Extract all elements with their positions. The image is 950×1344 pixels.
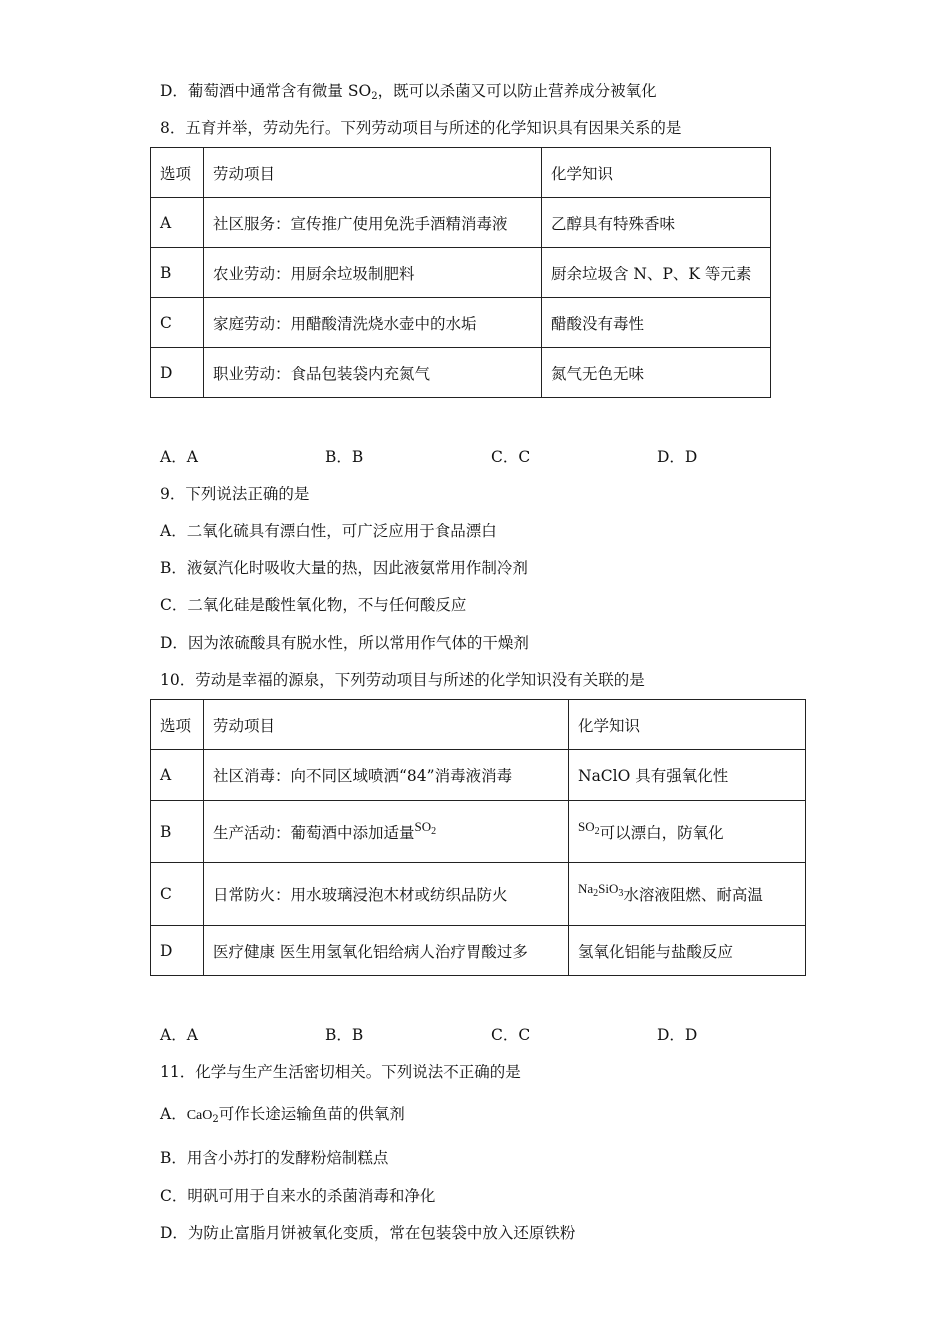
table-row — [151, 750, 806, 801]
row-key: D — [151, 926, 204, 976]
q10-option-a: A．A — [160, 1026, 198, 1044]
q11-option-c: C．明矾可用于自来水的杀菌消毒和净化 — [160, 1187, 436, 1205]
header-option: 选项 — [151, 148, 204, 198]
row-key: C — [151, 298, 204, 348]
row-knowledge: 氢氧化铝能与盐酸反应 — [569, 926, 806, 976]
q9-option-c: C．二氧化硅是酸性氧化物，不与任何酸反应 — [160, 596, 467, 614]
q8-option-c: C．C — [491, 448, 531, 466]
header-labor-item: 劳动项目 — [204, 148, 542, 198]
table-row — [151, 801, 806, 863]
row-key: B — [151, 248, 204, 298]
table-row — [151, 248, 771, 298]
row-knowledge: 醋酸没有毒性 — [542, 298, 771, 348]
q8-option-b: B．B — [325, 448, 364, 466]
q8-options — [160, 447, 820, 467]
q10-table — [150, 699, 806, 976]
row-knowledge: 厨余垃圾含 N、P、K 等元素 — [542, 248, 771, 298]
q9-option-a: A．二氧化硫具有漂白性，可广泛应用于食品漂白 — [160, 522, 497, 540]
row-item: 生产活动：葡萄酒中添加适量$^{SO_2}$ — [204, 801, 569, 863]
row-key: A — [151, 750, 204, 801]
q11-option-d: D．为防止富脂月饼被氧化变质，常在包装袋中放入还原铁粉 — [160, 1224, 576, 1242]
q10-options — [160, 1025, 820, 1045]
row-key: D — [151, 348, 204, 398]
row-knowledge: 乙醇具有特殊香味 — [542, 198, 771, 248]
q11-stem: 11．化学与生产生活密切相关。下列说法不正确的是 — [160, 1063, 521, 1081]
row-item: 社区消毒：向不同区域喷洒“84”消毒液消毒 — [204, 750, 569, 801]
header-option: 选项 — [151, 700, 204, 750]
row-item: 社区服务：宣传推广使用免洗手酒精消毒液 — [204, 198, 542, 248]
row-item: 职业劳动：食品包装袋内充氮气 — [204, 348, 542, 398]
q8-option-d: D．D — [657, 448, 698, 466]
q10-option-b: B．B — [325, 1026, 364, 1044]
row-item: 医疗健康 医生用氢氧化铝给病人治疗胃酸过多 — [204, 926, 569, 976]
header-chem-knowledge: 化学知识 — [542, 148, 771, 198]
row-key: A — [151, 198, 204, 248]
q7-option-d: D．葡萄酒中通常含有微量 $SO_2$，既可以杀菌又可以防止营养成分被氧化 — [160, 82, 657, 102]
row-item: 日常防火：用水玻璃浸泡木材或纺织品防火 — [204, 863, 569, 926]
table-header-row — [151, 700, 806, 750]
header-chem-knowledge: 化学知识 — [569, 700, 806, 750]
header-labor-item: 劳动项目 — [204, 700, 569, 750]
row-key: B — [151, 801, 204, 863]
q9-option-d: D．因为浓硫酸具有脱水性，所以常用作气体的干燥剂 — [160, 634, 529, 652]
q10-option-c: C．C — [491, 1026, 531, 1044]
q10-option-d: D．D — [657, 1026, 698, 1044]
q8-table — [150, 147, 771, 398]
table-row — [151, 348, 771, 398]
q11-option-b: B．用含小苏打的发酵粉焙制糕点 — [160, 1149, 389, 1167]
table-header-row — [151, 148, 771, 198]
q10-stem: 10．劳动是幸福的源泉，下列劳动项目与所述的化学知识没有关联的是 — [160, 671, 645, 689]
row-item: 农业劳动：用厨余垃圾制肥料 — [204, 248, 542, 298]
q9-stem: 9．下列说法正确的是 — [160, 485, 310, 503]
table-row — [151, 926, 806, 976]
row-item: 家庭劳动：用醋酸清洗烧水壶中的水垢 — [204, 298, 542, 348]
row-knowledge: NaClO 具有强氧化性 — [569, 750, 806, 801]
row-knowledge: $^{Na_2SiO_3}$水溶液阻燃、耐高温 — [569, 863, 806, 926]
q11-option-a: A．CaO$_2$可作长途运输鱼苗的供氧剂 — [160, 1105, 405, 1125]
q8-stem: 8．五育并举，劳动先行。下列劳动项目与所述的化学知识具有因果关系的是 — [160, 119, 682, 137]
q8-option-a: A．A — [160, 448, 198, 466]
row-knowledge: $^{SO_2}$可以漂白，防氧化 — [569, 801, 806, 863]
table-row — [151, 298, 771, 348]
row-knowledge: 氮气无色无味 — [542, 348, 771, 398]
row-key: C — [151, 863, 204, 926]
table-row — [151, 198, 771, 248]
q9-option-b: B．液氨汽化时吸收大量的热，因此液氨常用作制冷剂 — [160, 559, 528, 577]
table-row — [151, 863, 806, 926]
